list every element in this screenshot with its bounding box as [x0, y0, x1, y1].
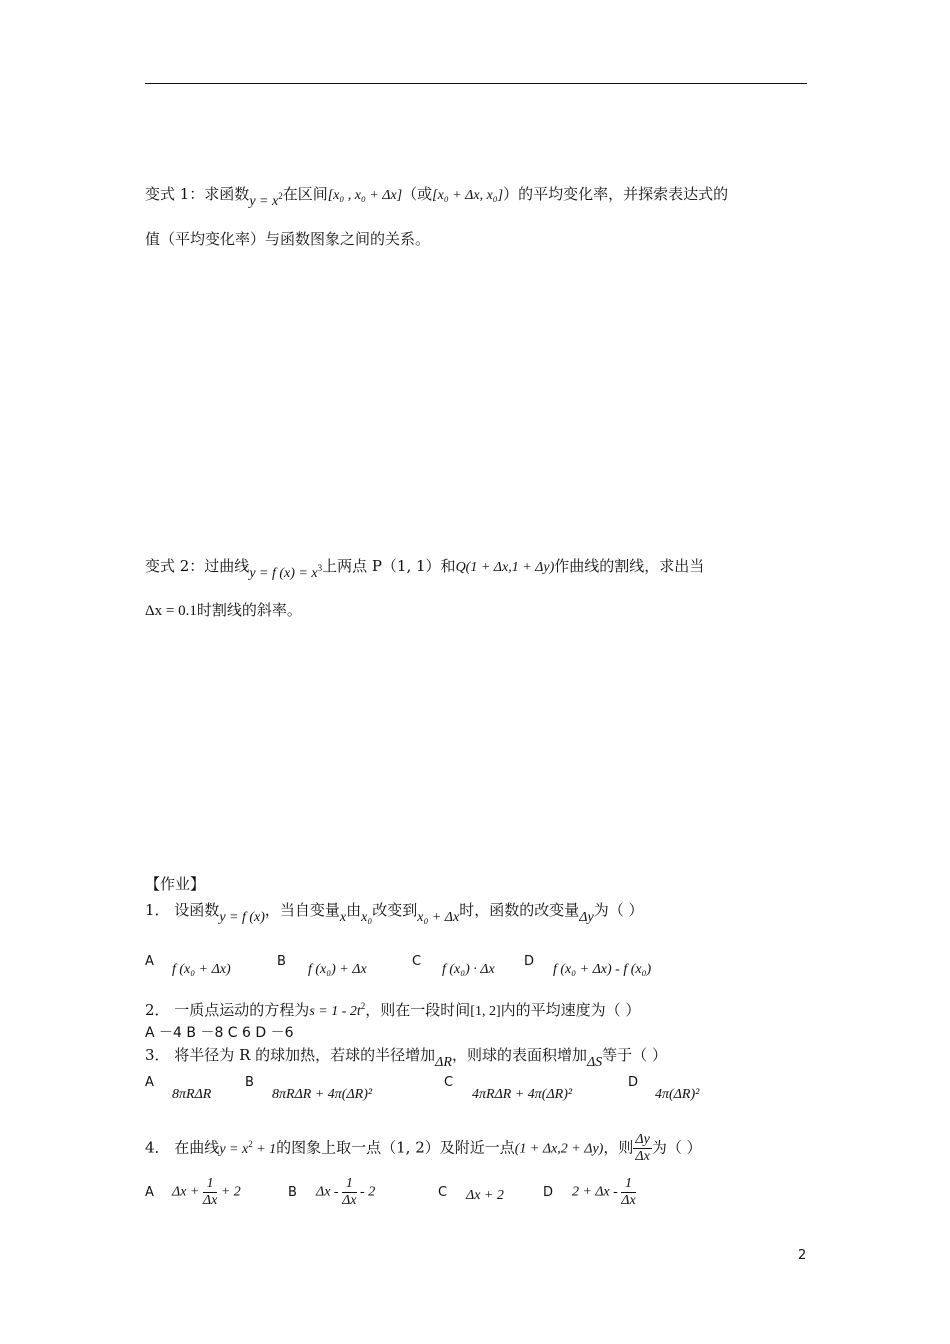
text: 变式 2：过曲线	[145, 557, 250, 575]
header-rule	[145, 83, 807, 84]
question-1: 1． 设函数y = f (x)，当自变量x由x₀改变到x₀ + Δx时，函数的改变量Δy为（ ）	[145, 901, 644, 925]
math-point: Q(1 + Δx,1 + Δy)	[455, 560, 555, 575]
question-2-options: A －4 B －8 C 6 D －6	[145, 1025, 294, 1041]
variant2-line1	[145, 552, 705, 581]
variant2-line2	[145, 600, 302, 621]
math-interval: [x₀ , x₀ + Δx]	[327, 188, 403, 203]
question-4: 4． 在曲线$y = x^2 + 1$的图象上取一点（1, 2）及附近一点(1 + Δx,2 + Δy)，则 $\frac{\Delta y}{\Delta x}$ 为（ ）	[145, 1132, 702, 1164]
math-interval: [x₀ + Δx, x₀]	[432, 188, 504, 203]
question-3: 3． 将半径为 R 的球加热，若球的半径增加ΔR，则球的表面积增加ΔS等于（ ）	[145, 1046, 667, 1070]
math-function: y = f $(x) = x^3$	[249, 563, 323, 581]
text: 变式 1：求函数	[145, 185, 250, 203]
fraction: $\frac{\Delta y}{\Delta x}$	[635, 1132, 650, 1164]
variant1-line2: 值（平均变化率）与函数图象之间的关系。	[145, 230, 431, 248]
text: （或	[402, 185, 433, 203]
text: 上两点 P（1, 1）和	[322, 557, 456, 575]
text: ）的平均变化率，并探索表达式的	[503, 185, 729, 203]
math-function: $y = x^2$	[249, 191, 283, 209]
homework-title: 【作业】	[145, 875, 206, 893]
math-expr: Δx = 0.1	[145, 603, 197, 619]
variant1-line1	[145, 180, 729, 209]
text: 作曲线的割线，求出当	[554, 557, 705, 575]
text: 时割线的斜率。	[196, 601, 302, 619]
question-2: 2． 一质点运动的方程为$s = 1 - 2t^2$，则在一段时间[1, 2]内的平均速度为（ ）	[145, 1001, 641, 1019]
text: 在区间	[282, 185, 328, 203]
page-number: 2	[798, 1248, 807, 1263]
